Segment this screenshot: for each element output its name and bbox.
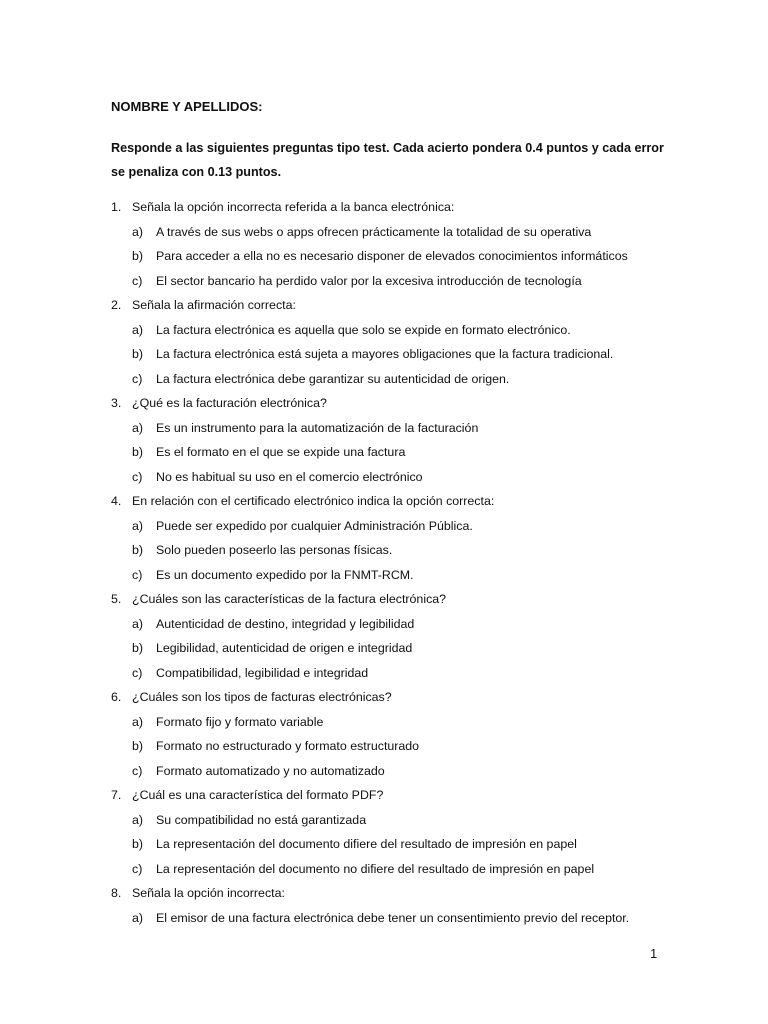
option-letter: c): [132, 665, 143, 680]
option-text: Es el formato en el que se expide una factura: [156, 445, 406, 459]
answer-option: [132, 244, 671, 269]
question-number: 7.: [111, 788, 122, 802]
question-item: [111, 783, 671, 881]
option-text: El emisor de una factura electrónica debe tener un consentimiento previo del receptor.: [156, 910, 630, 925]
option-list: [132, 220, 671, 294]
answer-option: [132, 661, 671, 686]
option-letter: c): [132, 469, 143, 484]
answer-option: [132, 416, 671, 441]
answer-option: [132, 636, 671, 661]
answer-option: [132, 832, 671, 857]
option-text: Autenticidad de destino, integridad y legibilidad: [156, 616, 415, 631]
answer-option: [132, 710, 671, 735]
instructions: [111, 136, 671, 184]
option-list: [132, 808, 671, 882]
option-letter: a): [132, 910, 144, 925]
answer-option: [132, 612, 671, 637]
answer-option: [132, 538, 671, 563]
question-item: [111, 391, 671, 489]
option-letter: c): [132, 763, 143, 778]
answer-option: [132, 759, 671, 784]
option-text: Formato automatizado y no automatizado: [156, 763, 385, 778]
option-text: No es habitual su uso en el comercio electrónico: [156, 469, 423, 484]
answer-option: [132, 440, 671, 465]
option-list: [132, 514, 671, 588]
option-letter: b): [132, 739, 144, 753]
question-number: 1.: [111, 200, 122, 214]
option-text: La factura electrónica está sujeta a mayores obligaciones que la factura tradicional.: [156, 347, 614, 361]
option-text: Para acceder a ella no es necesario disponer de elevados conocimientos informáticos: [156, 249, 628, 263]
question-number: 8.: [111, 886, 122, 900]
question-text: En relación con el certificado electrónico indica la opción correcta:: [132, 494, 495, 508]
option-letter: a): [132, 518, 144, 533]
instructions-line-1: Responde a las siguientes preguntas tipo test. Cada acierto pondera 0.4 puntos y cada error: [111, 141, 664, 155]
option-text: La factura electrónica es aquella que solo se expide en formato electrónico.: [156, 322, 571, 337]
option-letter: a): [132, 616, 144, 631]
question-item: [111, 881, 671, 930]
option-text: Puede ser expedido por cualquier Administración Pública.: [156, 518, 473, 533]
option-text: El sector bancario ha perdido valor por la excesiva introducción de tecnología: [156, 273, 582, 288]
answer-option: [132, 342, 671, 367]
question-text: Señala la afirmación correcta:: [132, 298, 296, 312]
answer-option: [132, 734, 671, 759]
question-number: 3.: [111, 396, 122, 410]
question-item: [111, 685, 671, 783]
question-number: 4.: [111, 494, 122, 508]
option-text: La factura electrónica debe garantizar su autenticidad de origen.: [156, 371, 510, 386]
option-text: Compatibilidad, legibilidad e integridad: [156, 665, 369, 680]
question-number: 5.: [111, 592, 122, 606]
question-text: ¿Cuáles son los tipos de facturas electrónicas?: [132, 690, 392, 704]
option-text: Formato no estructurado y formato estructurado: [156, 739, 420, 753]
question-text: Señala la opción incorrecta:: [132, 886, 285, 900]
option-text: Es un documento expedido por la FNMT-RCM.: [156, 567, 414, 582]
question-text: ¿Cuál es una característica del formato PDF?: [132, 788, 384, 802]
question-text: ¿Cuáles son las características de la factura electrónica?: [132, 592, 447, 606]
option-letter: a): [132, 714, 144, 729]
option-letter: c): [132, 567, 143, 582]
name-heading: NOMBRE Y APELLIDOS:: [111, 99, 263, 114]
option-list: [132, 318, 671, 392]
answer-option: [132, 465, 671, 490]
option-text: Es un instrumento para la automatización de la facturación: [156, 420, 479, 435]
page-number: 1: [650, 946, 658, 961]
answer-option: [132, 318, 671, 343]
option-list: [132, 416, 671, 490]
option-text: Legibilidad, autenticidad de origen e integridad: [156, 641, 413, 655]
question-item: [111, 587, 671, 685]
option-letter: a): [132, 812, 144, 827]
option-letter: a): [132, 420, 144, 435]
answer-option: [132, 906, 671, 931]
option-text: Solo pueden poseerlo las personas físicas.: [156, 543, 393, 557]
option-letter: b): [132, 837, 144, 851]
option-letter: c): [132, 861, 143, 876]
answer-option: [132, 563, 671, 588]
question-item: [111, 195, 671, 293]
option-text: La representación del documento no difiere del resultado de impresión en papel: [156, 861, 595, 876]
answer-option: [132, 514, 671, 539]
question-item: [111, 293, 671, 391]
option-list: [132, 710, 671, 784]
option-letter: b): [132, 641, 144, 655]
option-letter: c): [132, 371, 143, 386]
answer-option: [132, 857, 671, 882]
option-letter: b): [132, 249, 144, 263]
question-text: Señala la opción incorrecta referida a la banca electrónica:: [132, 200, 455, 214]
page-content: [111, 98, 671, 930]
option-text: A través de sus webs o apps ofrecen prácticamente la totalidad de su operativa: [156, 224, 592, 239]
option-text: Su compatibilidad no está garantizada: [156, 812, 367, 827]
option-letter: b): [132, 445, 144, 459]
question-number: 6.: [111, 690, 122, 704]
answer-option: [132, 808, 671, 833]
option-letter: b): [132, 543, 144, 557]
option-letter: a): [132, 322, 144, 337]
answer-option: [132, 269, 671, 294]
option-list: [132, 906, 671, 931]
question-text: ¿Qué es la facturación electrónica?: [132, 396, 327, 410]
question-list: [111, 195, 671, 930]
question-number: 2.: [111, 298, 122, 312]
option-text: La representación del documento difiere del resultado de impresión en papel: [156, 837, 577, 851]
option-letter: b): [132, 347, 144, 361]
question-item: [111, 489, 671, 587]
option-list: [132, 612, 671, 686]
answer-option: [132, 220, 671, 245]
option-letter: a): [132, 224, 144, 239]
instructions-line-2: se penaliza con 0.13 puntos.: [111, 165, 282, 179]
option-text: Formato fijo y formato variable: [156, 714, 324, 729]
answer-option: [132, 367, 671, 392]
option-letter: c): [132, 273, 143, 288]
